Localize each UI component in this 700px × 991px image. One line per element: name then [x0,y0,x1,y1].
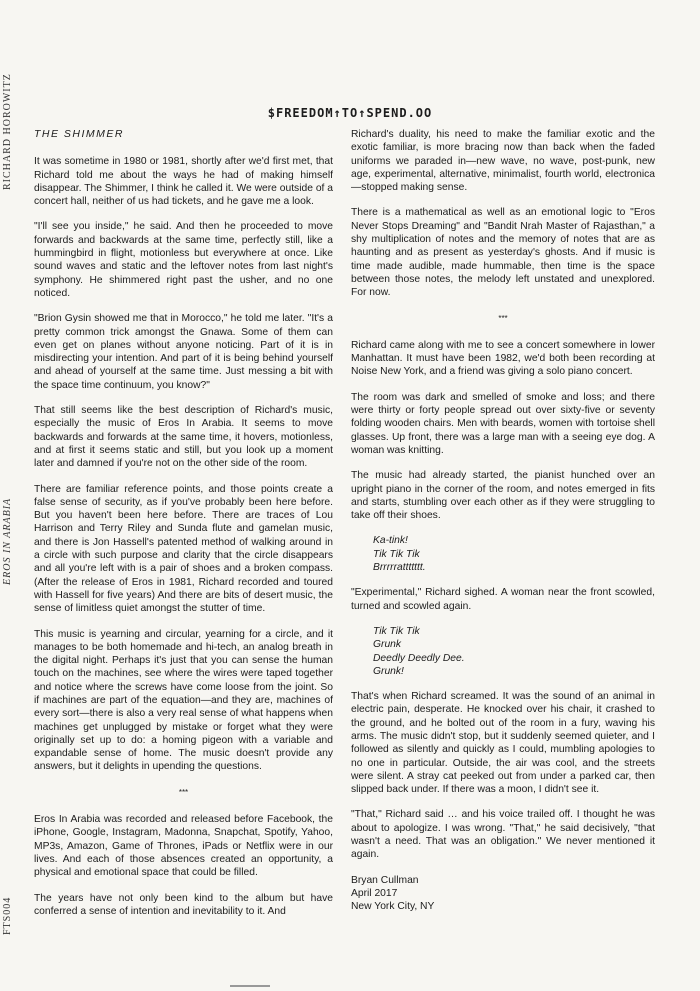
paragraph: "Brion Gysin showed me that in Morocco," he told me later. "It's a pretty common trick amongst the Gnawa. Some of them can even get on planes without anyone noticing. Part of it is in misdirecting your intention. And part of it is being behind yourself and ahead of yourself at the same time. Just messing a bit with the space time continuum, you know?" [34,313,333,391]
verse-line: Ka-tink! [373,535,408,547]
verse-line: Deedly Deedly Dee. [373,652,465,664]
paragraph: That's when Richard screamed. It was the sound of an animal in electric pain, desperate. He knocked over his chair, it crashed to the ground, and he bolted out of the room in a fury, waving his arms. The music didn't stop, but it suddenly seemed quieter, and I followed as silently and quickly as I could, mumbling apologies to no one in particular. Outside, the air was cool, and the streets were silent. A stray cat peeked out from under a parked car, then slipped back under. If there was a moon, I didn't see it. [351,691,655,796]
signature-block [351,874,655,914]
verse-line: Brrrrrattttttt. [373,562,426,574]
verse-line: Tik Tik Tik [373,625,420,637]
verse-line: Grunk! [373,665,404,677]
label-logo: $FREEDOM↑TO↑SPEND.OO [267,106,433,120]
signature-place: New York City, NY [351,901,435,913]
verse-line: Grunk [373,639,402,651]
paragraph: This music is yearning and circular, yearning for a circle, and it manages to be both homemade and hi-tech, an analog breath in the digital night. Perhaps it's just that you can sense the human touch on the machines, see where the wires were taped together and notice where the screws have come loose from the joint. So if machines are part of the equation—and they are, machines of every sort—there is also a very real sense of what happens when machines get unplugged by mistake or forget what they were originally set up to do: a homing pigeon with a variable and expandable sense of home. The music doesn't provide any answers, but it delights in upending the questions. [34,628,333,773]
paragraph: The room was dark and smelled of smoke and loss; and there were thirty or forty people spread out over sixty-five or seventy folding wooden chairs. Men with beards, women with tortoise shell glasses. Up front, there was a large man with a seeing eye dog. A woman was knitting. [351,391,655,456]
paragraph: Richard's duality, his need to make the familiar exotic and the exotic familiar, is more bracing now than back when the faded uniforms we paraded in—new wave, no wave, post-punk, new age, experimental, alternative, minimalist, fourth world, electronica—stopped making sense. [351,129,655,194]
onomatopoeia-verse [373,625,655,678]
paragraph: "I'll see you inside," he said. And then he proceeded to move forwards and backwards at the same time, perfectly still, like a hummingbird in flight, motionless but everywhere at once. Like sound waves and static and the leftover notes from last night's symphony. He shimmered right past the usher, and no one noticed. [34,221,333,299]
paragraph: Eros In Arabia was recorded and released before Facebook, the iPhone, Google, Instagram, Madonna, Snapchat, Spotify, Yahoo, MP3s, Amazon, Game of Thrones, iPads or Netflix were in our lives. And each of those absences created an opportunity, a physical and emotional space that could be filled. [34,814,333,879]
paragraph: The music had already started, the pianist hunched over an upright piano in the corner of the room, and notes emerged in fits and starts, stumbling over each other as if they were struggling to take off their shoes. [351,470,655,522]
onomatopoeia-verse [373,534,655,574]
paragraph: There is a mathematical as well as an emotional logic to "Eros Never Stops Dreaming" and "Bandit Nrah Master of Rajasthan," a shy multiplication of notes and the memory of notes that are as haunting and as present as yesterday's ghosts. And if music is time made audible, made hummable, then time is the space between those notes, the melody left unstated and unexplored. For now. [351,207,655,299]
paragraph: That still seems like the best description of Richard's music, especially the music of Eros In Arabia. It seems to move backwards and forwards at the same time, it hovers, motionless, and at first it seems static and still, but you look up a moment later and damned if you're not on the other side of the room. [34,405,333,470]
paragraph: There are familiar reference points, and those points create a false sense of security, as if you've probably been here before. But you haven't been here before. There are traces of Lou Harrison and Terry Riley and Sunda flute and gamelan music, and there is Jon Hassell's patented method of walking around in a circle with such purpose and clarity that the circle disappears and all you're left with is a pair of shoes and a broken compass. (After the release of Eros in 1981, Richard recorded and toured with Hassell for five years) And there are bits of desert music, the sense of limitless quiet amongst the stutter of time. [34,483,333,615]
article-title: THE SHIMMER [34,128,124,140]
paragraph: The years have not only been kind to the album but have conferred a sense of intention and inevitability to it. And [34,892,333,917]
paragraph: Richard came along with me to see a concert somewhere in lower Manhattan. It must have been 1982, we'd both been recording at Noise New York, and a friend was giving a solo piano concert. [351,339,655,378]
section-separator: *** [498,313,508,323]
paragraph: It was sometime in 1980 or 1981, shortly after we'd first met, that Richard told me about the ways he had of making himself disappear. The Shimmer, I think he called it. We were outside of a concert hall, neither of us had tickets, and he gave me a look. [34,156,333,208]
paragraph: "That," Richard said … and his voice trailed off. I thought he was about to apologize. I was wrong. "That," he said decisively, "that wasn't a need. That was an obligation." We never mentioned it again. [351,809,655,861]
author-name: Bryan Cullman [351,874,419,886]
right-column [351,128,655,914]
paragraph: "Experimental," Richard sighed. A woman near the front scowled, turned and scowled again. [351,587,655,612]
print-mark [230,985,270,987]
section-separator: *** [178,787,189,797]
left-column [34,128,333,930]
verse-line: Tik Tik Tik [373,548,420,560]
signature-date: April 2017 [351,887,398,899]
